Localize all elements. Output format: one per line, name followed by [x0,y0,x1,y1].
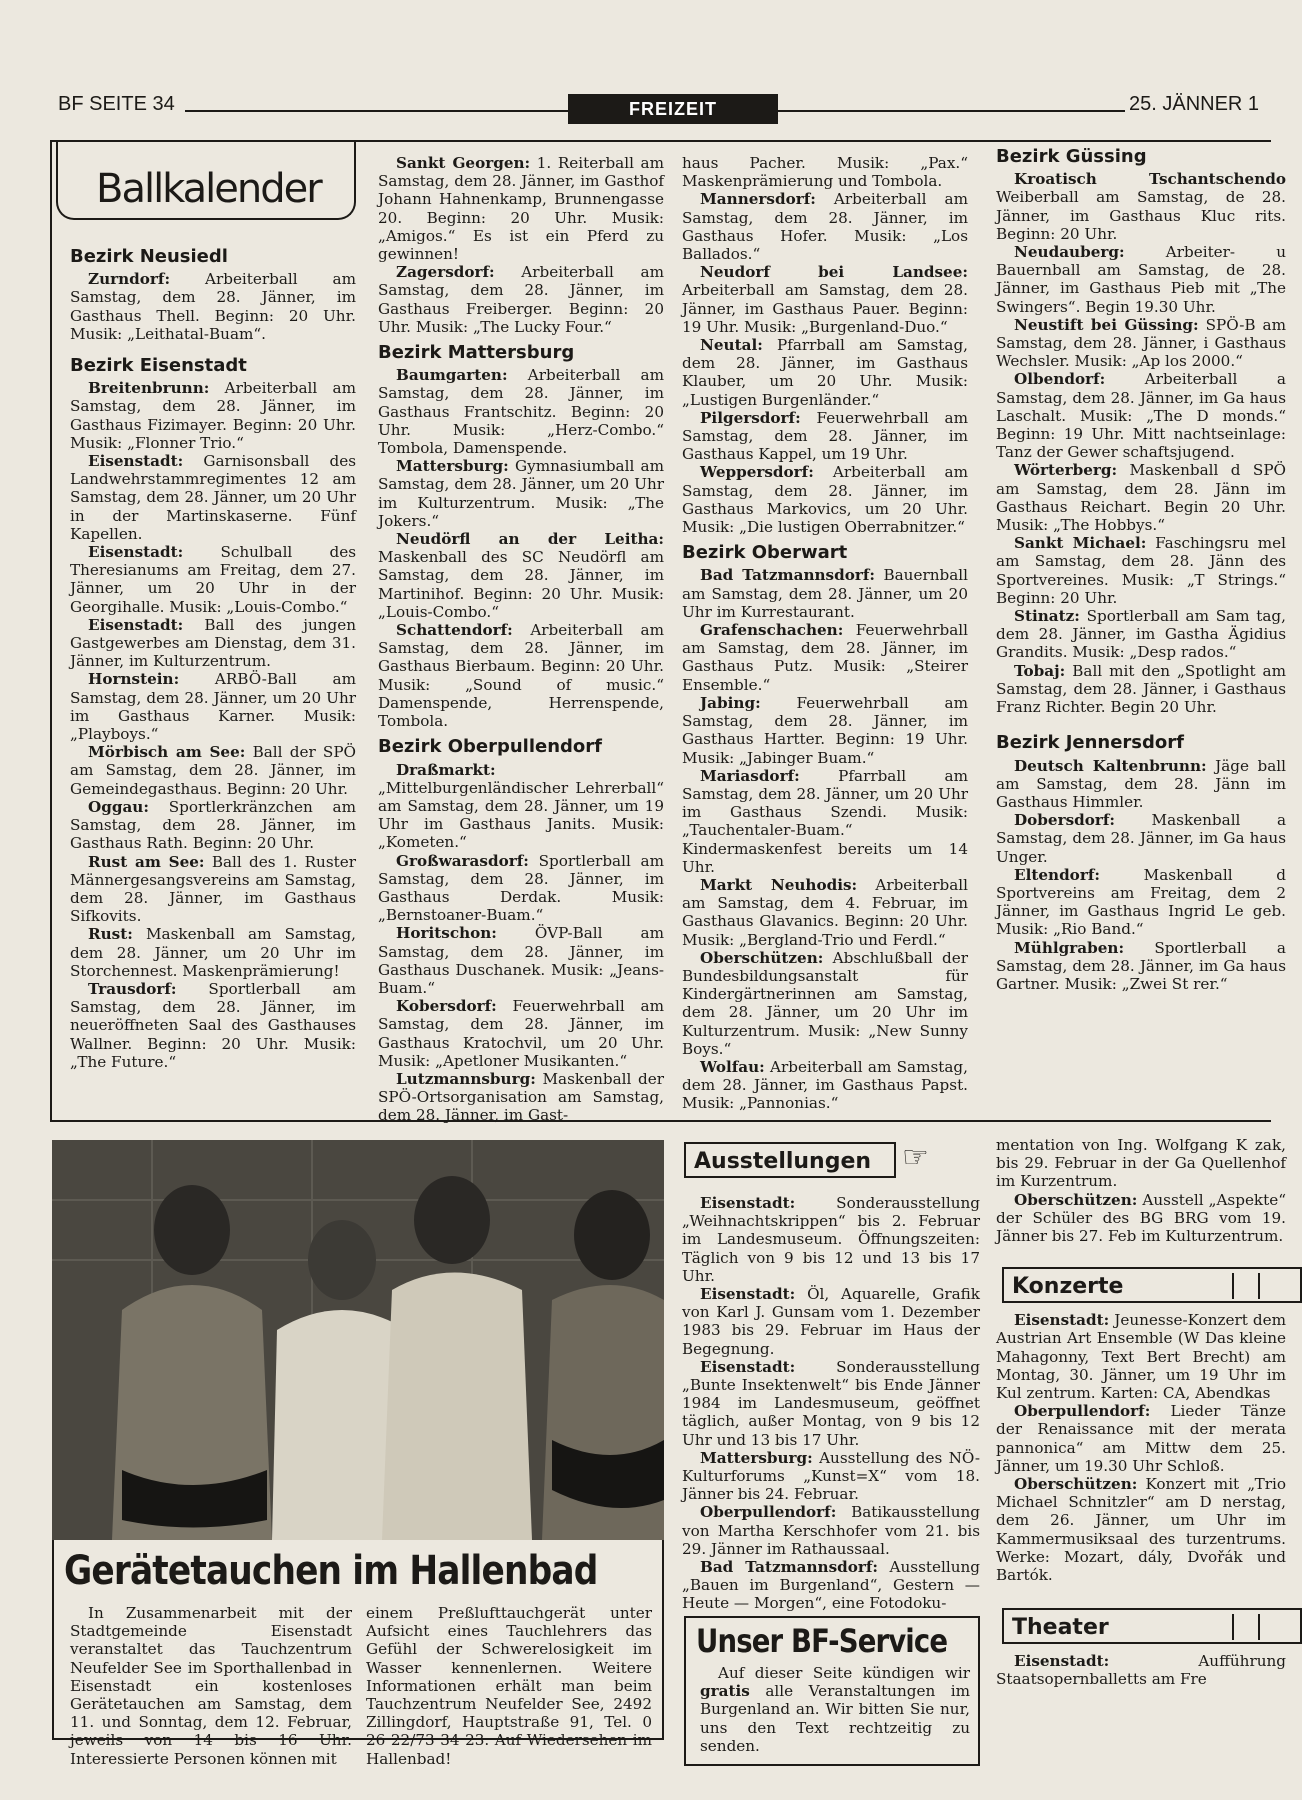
entry: Eisenstadt: Sonderausstellung „Weihnachtskrippen“ bis 2. Februar im Landesmuseum. Öffnungszeiten: Täglich von 9 bis 12 und 13 bis 17 Uhr. [682,1194,980,1285]
entry: Lutzmannsburg: Maskenball der SPÖ-Ortsorganisation am Samstag, dem 28. Jänner, im Gast- [378,1069,664,1125]
entry: Grafenschachen: Feuerwehrball am Samstag, dem 28. Jänner, im Gasthaus Putz. Musik: „Steirer Ensemble.“ [682,621,968,694]
heading-oberwart: Bezirk Oberwart [682,542,848,564]
entry: Mattersburg: Ausstellung des NÖ-Kulturforums „Kunst=X“ vom 18. Jänner bis 24. Februar. [682,1448,980,1504]
entry: Olbendorf: Arbeiterball a Samstag, dem 28. Jänner, im Ga haus Laschalt. Musik: „The D monds.“ Beginn: 19 Uhr. Mitt nachtseinlage: Tanz der Gewer schaftsjugend. [996,370,1286,462]
entry: Eltendorf: Maskenball d Sportvereins am Freitag, dem 2 Jänner, im Gasthaus Ingrid Le geb. Musik: „Rio Band.“ [996,865,1286,939]
entry: Sankt Georgen: 1. Reiterball am Samstag, dem 28. Jänner, im Gasthof Johann Hahnenkamp, Brunnengasse 20. Beginn: 20 Uhr. Musik: „Amigos.“ Es ist ein Pferd zu gewinnen! [378,154,664,264]
entry: Oggau: Sportlerkränzchen am Samstag, dem 28. Jänner, im Gasthaus Rath. Beginn: 20 Uhr. [70,797,356,853]
entry: Eisenstadt: Sonderausstellung „Bunte Insektenwelt“ bis Ende Jänner 1984 im Landesmuseum, geöffnet täglich, außer Montag, von 9 bis 12 Uhr und 13 bis 17 Uhr. [682,1357,980,1449]
entry: Mattersburg: Gymnasiumball am Samstag, dem 28. Jänner, um 20 Uhr im Kulturzentrum. Musik: „The Jokers.“ [378,457,664,530]
entry: Kobersdorf: Feuerwehrball am Samstag, dem 28. Jänner, im Gasthaus Kratochvil, um 20 Uhr. Musik: „Apetloner Musikanten.“ [378,997,664,1070]
entry: Mariasdorf: Pfarrball am Samstag, dem 28. Jänner, um 20 Uhr im Gasthaus Szendi. Musik: „Tauchentaler-Buam.“ Kindermaskenfest bereits um 14 Uhr. [682,766,968,876]
entry: Oberpullendorf: Batikausstellung von Martha Kerschhofer vom 21. bis 29. Jänner im Rathaussaal. [682,1503,980,1558]
entry: Eisenstadt: Garnisonsball des Landwehrstammregimentes 12 am Samstag, dem 28. Jänner, um 20 Uhr in der Martinskaserne. Fünf Kapellen. [70,452,356,543]
entry: Eisenstadt: Ball des jungen Gastgewerbes am Dienstag, dem 31. Jänner, im Kulturzentrum. [70,615,356,671]
heading-eisenstadt: Bezirk Eisenstadt [70,355,247,377]
entry: haus Pacher. Musik: „Pax.“ Maskenprämierung und Tombola. [682,154,968,191]
entry: Stinatz: Sportlerball am Sam tag, dem 28. Jänner, im Gastha Ägidius Grandits. Musik: „Desp rados.“ [996,607,1286,662]
article-text-right: einem Preßlufttauchgerät unter Aufsicht eines Tauchlehrers das Gefühl der Schwerelosigkeit im Wasser kennenlernen. Weitere Informationen erhält man beim Tauchzentrum Neufelder See, 2492 Zillingdorf, Hauptstraße 91, Tel. 0 26 22/73 34 23. Auf Wiedersehen im Hallenbad! [366,1604,652,1768]
entry: Zurndorf: Arbeiterball am Samstag, dem 28. Jänner, im Gasthaus Thell. Beginn: 20 Uhr. Musik: „Leithatal-Buam“. [70,270,356,343]
entry: Jabing: Feuerwehrball am Samstag, dem 28. Jänner, im Gasthaus Hartter. Beginn: 19 Uhr. Musik: „Jabinger Buam.“ [682,693,968,767]
column-4-clip [996,146,1287,1114]
divers-photo-illustration [52,1140,664,1540]
entry: Wörterberg: Maskenball d SPÖ am Samstag, dem 28. Jänn im Gasthaus Reichart. Begin 20 Uhr. Musik: „The Hobbys.“ [996,461,1286,535]
entry: Draßmarkt: „Mittelburgenländischer Lehrerball“ am Samstag, dem 28. Jänner, um 19 Uhr im Gasthaus Janits. Musik: „Kometen.“ [378,760,664,852]
entry: Oberschützen: Konzert mit „Trio Michael Schnitzler“ am D nerstag, dem 26. Jänner, um Uhr im Kammermusiksaal des turzentrums. Werke: Mozart, dály, Dvořák und Bartók. [996,1475,1286,1585]
entry: Tobaj: Ball mit den „Spotlight am Samstag, dem 28. Jänner, i Gasthaus Franz Richter. Begin 20 Uhr. [996,661,1286,717]
entry: Weppersdorf: Arbeiterball am Samstag, dem 28. Jänner, im Gasthaus Markovics, um 20 Uhr. Musik: „Die lustigen Oberrabnitzer.“ [682,463,968,537]
heading-neusiedl: Bezirk Neusiedl [70,246,228,267]
entry: Kroatisch Tschantschendo Weiberball am Samstag, de 28. Jänner, im Gasthaus Kluc rits. Beginn: 20 Uhr. [996,170,1286,243]
column-3 [682,154,968,1113]
entry: Schattendorf: Arbeiterball am Samstag, dem 28. Jänner, im Gasthaus Bierbaum. Beginn: 20 Uhr. Musik: „Sound of music.“ Damenspende, Herrenspende, Tombola. [378,621,664,731]
ausstellungen-list [682,1194,980,1613]
entry: Eisenstadt: Öl, Aquarelle, Grafik von Karl J. Gunsam vom 1. Dezember 1983 bis 29. Februar im Haus der Begegnung. [682,1285,980,1358]
entry: Großwarasdorf: Sportlerball am Samstag, dem 28. Jänner, im Gasthaus Derdak. Musik: „Bernstoaner-Buam.“ [378,851,664,925]
entry: Eisenstadt: Schulball des Theresianums am Freitag, dem 27. Jänner, um 20 Uhr in der Georgihalle. Musik: „Louis-Combo.“ [70,543,356,616]
entry: Breitenbrunn: Arbeiterball am Samstag, dem 28. Jänner, im Gasthaus Fizimayer. Beginn: 20 Uhr. Musik: „Flonner Trio.“ [70,379,356,452]
section-title: FREIZEIT [568,94,778,124]
column-1 [70,240,356,1071]
entry: Oberschützen: Ausstell „Aspekte“ der Schüler des BG BRG vom 19. Jänner bis 27. Feb im Kulturzentrum. [996,1190,1286,1246]
heading-mattersburg: Bezirk Mattersburg [378,342,575,364]
entry: Baumgarten: Arbeiterball am Samstag, dem 28. Jänner, im Gasthaus Frantschitz. Beginn: 20 Uhr. Musik: „Herz-Combo.“ Tombola, Damenspende. [378,366,664,458]
entry: Markt Neuhodis: Arbeiterball am Samstag, dem 4. Februar, im Gasthaus Glavanics. Beginn: 20 Uhr. Musik: „Bergland-Trio und Ferdl.“ [682,875,968,949]
konzerte-header: Konzerte [1002,1267,1302,1303]
entry: Deutsch Kaltenbrunn: Jäge ball am Samstag, dem 28. Jänn im Gasthaus Himmler. [996,756,1287,811]
entry: Oberpullendorf: Lieder Tänze der Renaissance mit der merata pannonica“ am Mittw dem 25. Jänner, um 19.30 Uhr Schloß. [996,1402,1286,1475]
heading-oberpullendorf: Bezirk Oberpullendorf [378,736,602,758]
column-4b [996,1136,1286,1689]
entry: Zagersdorf: Arbeiterball am Samstag, dem 28. Jänner, im Gasthaus Freiberger. Beginn: 20 Uhr. Musik: „The Lucky Four.“ [378,263,664,336]
entry: Dobersdorf: Maskenball a Samstag, dem 28. Jänner, im Ga haus Unger. [996,811,1286,866]
hand-icon: ☞ [902,1140,929,1175]
entry: Hornstein: ARBÖ-Ball am Samstag, dem 28. Jänner, um 20 Uhr im Gasthaus Karner. Musik: „Playboys.“ [70,670,356,744]
entry: Trausdorf: Sportlerball am Samstag, dem 28. Jänner, im neueröffneten Saal des Gasthauses Wallner. Beginn: 20 Uhr. Musik: „The Future.“ [70,979,356,1071]
theater-header: Theater [1002,1608,1302,1644]
entry: mentation von Ing. Wolfgang K zak, bis 29. Februar in der Ga Quellenhof im Kurzentrum. [996,1136,1286,1191]
entry: Wolfau: Arbeiterball am Samstag, dem 28. Jänner, im Gasthaus Papst. Musik: „Pannonias.“ [682,1057,968,1113]
article-headline: Gerätetauchen im Hallenbad [64,1548,598,1594]
service-heading: Unser BF-Service [696,1622,948,1660]
header-rule-right [778,110,1125,112]
entry: Eisenstadt: Jeunesse-Konzert dem Austrian Art Ensemble (W Das kleine Mahagonny, Text Bert Brecht) am Montag, 30. Jänner, um 19 Uhr im Kul zentrum. Karten: CA, Abendkas [996,1311,1286,1403]
issue-date: 25. JÄNNER 1 [1129,93,1260,115]
column-4b-clip [996,1136,1286,1800]
column-4 [996,148,1286,993]
heading-guessing: Bezirk Güssing [996,146,1147,167]
entry: Neutal: Pfarrball am Samstag, dem 28. Jänner, im Gasthaus Klauber, um 20 Uhr. Musik: „Lustigen Burgenländer.“ [682,336,968,409]
entry: Mannersdorf: Arbeiterball am Samstag, dem 28. Jänner, im Gasthaus Hofer. Musik: „Los Ballados.“ [682,190,968,264]
entry: Mühlgraben: Sportlerball a Samstag, dem 28. Jänner, im Ga haus Gartner. Musik: „Zwei St rer.“ [996,938,1286,993]
divers-photo [52,1140,664,1540]
entry: Eisenstadt: Aufführung Staatsopernballetts am Fre [996,1652,1286,1689]
page-number: BF SEITE 34 [58,93,175,115]
entry: Horitschon: ÖVP-Ball am Samstag, dem 28. Jänner, im Gasthaus Duschanek. Musik: „Jeans-Buam.“ [378,924,664,997]
entry: Sankt Michael: Faschingsru mel am Samstag, dem 28. Jänn des Sportvereines. Musik: „T Strings.“ Beginn: 20 Uhr. [996,534,1286,607]
entry: Oberschützen: Abschlußball der Bundesbildungsanstalt für Kindergärtnerinnen am Samstag, dem 28. Jänner, um 20 Uhr im Kulturzentrum. Musik: „New Sunny Boys.“ [682,948,968,1058]
entry: Neudorf bei Landsee: Arbeiterball am Samstag, dem 28. Jänner, im Gasthaus Pauer. Beginn: 19 Uhr. Musik: „Burgenland-Duo.“ [682,263,968,336]
article-text-left: In Zusammenarbeit mit der Stadtgemeinde Eisenstadt veranstaltet das Tauchzentrum Neufelder See im Sporthallenbad in Eisenstadt ein kostenloses Gerätetauchen am Samstag, dem 11. und Sonntag, dem 12. Februar, jeweils von 14 bis 16 Uhr. Interessierte Personen können mit [70,1604,352,1768]
column-2 [378,154,664,1125]
entry: Neudauberg: Arbeiter- u Bauernball am Samstag, de 28. Jänner, im Gasthaus Pieb mit „The Swingers“. Begin 19.30 Uhr. [996,243,1286,316]
entry: Bad Tatzmannsdorf: Ausstellung „Bauen im Burgenland“, Gestern — Heute — Morgen“, eine Fotodoku- [682,1558,980,1613]
ausstellungen-header: Ausstellungen [684,1142,896,1178]
entry: Pilgersdorf: Feuerwehrball am Samstag, dem 28. Jänner, im Gasthaus Kappel, um 19 Uhr. [682,408,968,464]
entry: Rust: Maskenball am Samstag, dem 28. Jänner, um 20 Uhr im Storchennest. Maskenprämierung! [70,925,356,980]
heading-jennersdorf: Bezirk Jennersdorf [996,732,1184,754]
entry: Neustift bei Güssing: SPÖ-B am Samstag, dem 28. Jänner, i Gasthaus Wechsler. Musik: „Ap los 2000.“ [996,315,1286,371]
service-text: Auf dieser Seite kündigen wir gratis alle Veranstaltungen im Burgenland an. Wir bitten Sie nur, uns den Text rechtzeitig zu senden. [700,1664,970,1755]
entry: Rust am See: Ball des 1. Ruster Männergesangsvereins am Samstag, dem 28. Jänner, im Gasthaus Sifkovits. [70,852,356,926]
entry: Mörbisch am See: Ball der SPÖ am Samstag, dem 28. Jänner, im Gemeindegasthaus. Beginn: 20 Uhr. [70,743,356,798]
ballkalender-title: Ballkalender [96,166,321,212]
header-rule-left [185,110,568,112]
entry: Neudörfl an der Leitha: Maskenball des SC Neudörfl am Samstag, dem 28. Jänner, im Martinihof. Beginn: 20 Uhr. Musik: „Louis-Combo.“ [378,530,664,621]
entry: Bad Tatzmannsdorf: Bauernball am Samstag, dem 28. Jänner, um 20 Uhr im Kurrestaurant. [682,566,968,621]
